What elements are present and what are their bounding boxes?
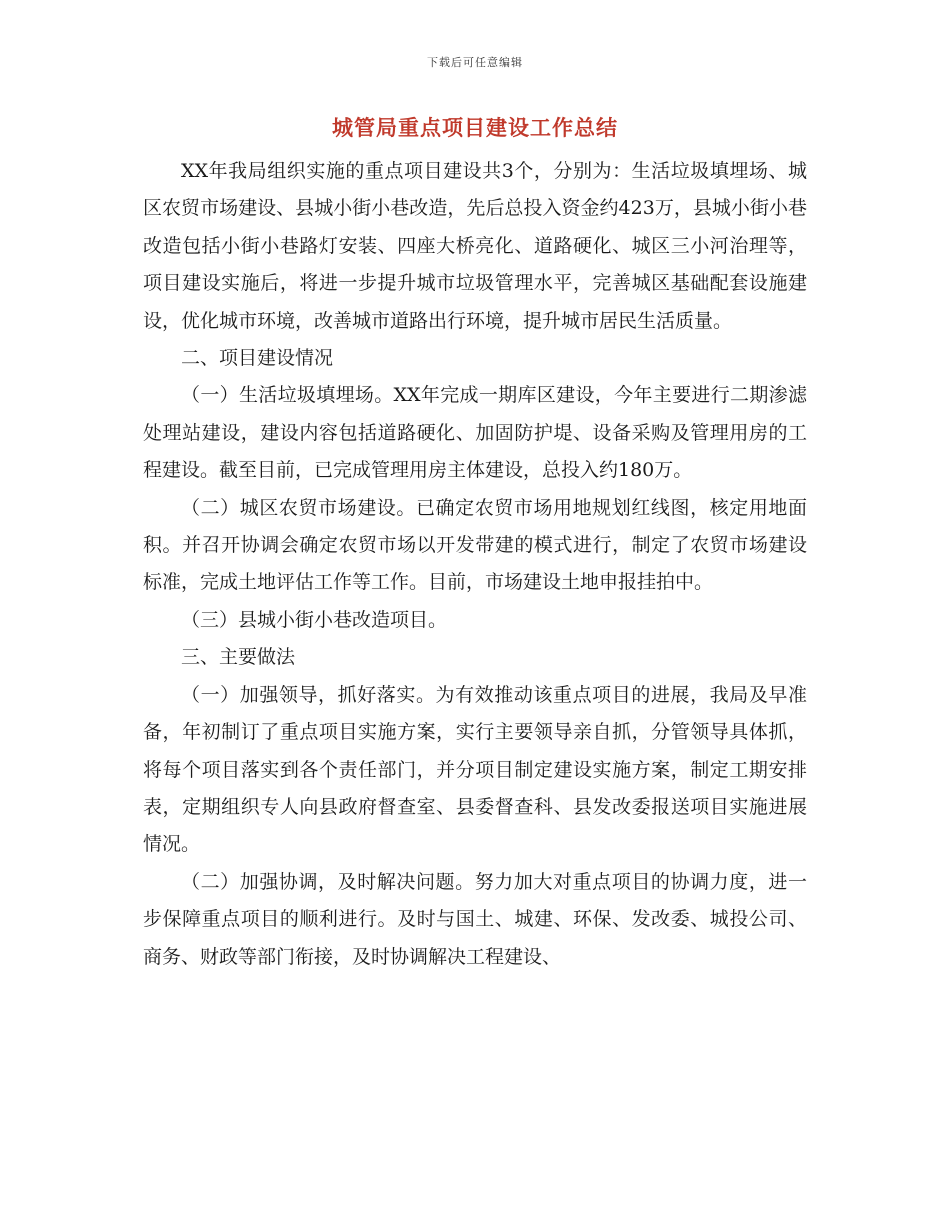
paragraph-farm-market: （二）城区农贸市场建设。已确定农贸市场用地规划红线图，核定用地面积。并召开协调会确定农贸市场以开发带建的模式进行，制定了农贸市场建设标准，完成土地评估工作等工作。目前，市场建设土地申报挂拍中。 [143, 496, 807, 594]
paragraph-leadership: （一）加强领导，抓好落实。为有效推动该重点项目的进展，我局及早准备，年初制订了重点项目实施方案，实行主要领导亲自抓，分管领导具体抓，将每个项目落实到各个责任部门，并分项目制定建设实施方案，制定工期安排表，定期组织专人向县政府督查室、县委督查科、县发改委报送项目实施进展情况。 [143, 683, 807, 856]
paragraph-alley-renovation: （三）县城小街小巷改造项目。 [181, 608, 448, 631]
section-heading-project-status: 二、项目建设情况 [181, 347, 334, 370]
intro-paragraph: XX年我局组织实施的重点项目建设共3个，分别为：生活垃圾填埋场、城区农贸市场建设、县城小街小巷改造，先后总投入资金约423万，县城小街小巷改造包括小街小巷路灯安装、四座大桥亮化、道路硬化、城区三小河治理等，项目建设实施后，将进一步提升城市垃圾管理水平，完善城区基础配套设施建设，优化城市环境，改善城市道路出行环境，提升城市居民生活质量。 [143, 160, 807, 332]
document-body [143, 153, 807, 976]
header-note: 下载后可任意编辑 [427, 56, 523, 69]
document-title: 城管局重点项目建设工作总结 [332, 115, 618, 140]
paragraph-landfill: （一）生活垃圾填埋场。XX年完成一期库区建设，今年主要进行二期渗滤处理站建设，建设内容包括道路硬化、加固防护堤、设备采购及管理用房的工程建设。截至目前，已完成管理用房主体建设，总投入约180万。 [143, 384, 807, 482]
section-heading-main-practices: 三、主要做法 [181, 646, 296, 669]
paragraph-coordination: （二）加强协调，及时解决问题。努力加大对重点项目的协调力度，进一步保障重点项目的顺利进行。及时与国土、城建、环保、发改委、城投公司、商务、财政等部门衔接，及时协调解决工程建设、 [143, 870, 807, 968]
